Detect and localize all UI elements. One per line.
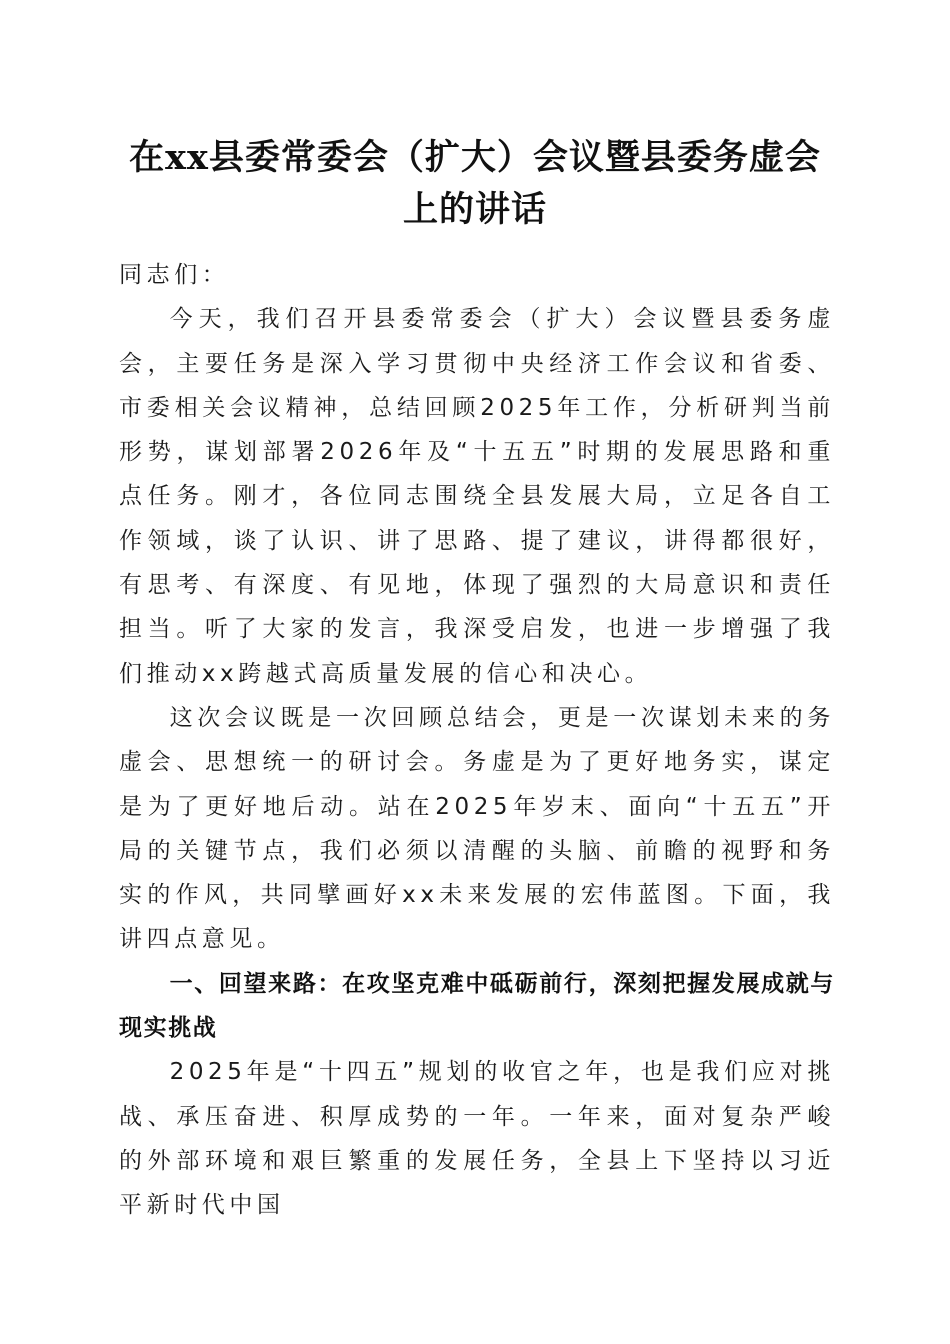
salutation: 同志们： <box>119 262 230 288</box>
document-body <box>119 253 835 1228</box>
section-1-paragraph-1: 2025年是“十四五”规划的收官之年，也是我们应对挑战、承压奋进、积厚成势的一年。一年来，面对复杂严峻的外部环境和艰巨繁重的发展任务，全县上下坚持以习近平新时代中国 <box>119 1059 835 1219</box>
body-paragraph-2: 这次会议既是一次回顾总结会，更是一次谋划未来的务虚会、思想统一的研讨会。务虚是为了更好地务实，谋定是为了更好地后动。站在2025年岁末、面向“十五五”开局的关键节点，我们必须以清醒的头脑、前瞻的视野和务实的作风，共同擘画好xx未来发展的宏伟蓝图。下面，我讲四点意见。 <box>119 704 835 953</box>
section-heading-1: 一、回望来路：在攻坚克难中砥砺前行，深刻把握发展成就与现实挑战 <box>119 970 835 1042</box>
body-paragraph-1: 今天，我们召开县委常委会（扩大）会议暨县委务虚会，主要任务是深入学习贯彻中央经济工作会议和省委、市委相关会议精神，总结回顾2025年工作，分析研判当前形势，谋划部署2026年及“十五五”时期的发展思路和重点任务。刚才，各位同志围绕全县发展大局，立足各自工作领域，谈了认识、讲了思路、提了建议，讲得都很好，有思考、有深度、有见地，体现了强烈的大局意识和责任担当。听了大家的发言，我深受启发，也进一步增强了我们推动xx跨越式高质量发展的信心和决心。 <box>119 306 835 687</box>
title-line-2: 上的讲话 <box>402 189 547 230</box>
title-line-1: 在xx县委常委会（扩大）会议暨县委务虚会 <box>129 137 821 178</box>
document-title <box>100 132 850 236</box>
